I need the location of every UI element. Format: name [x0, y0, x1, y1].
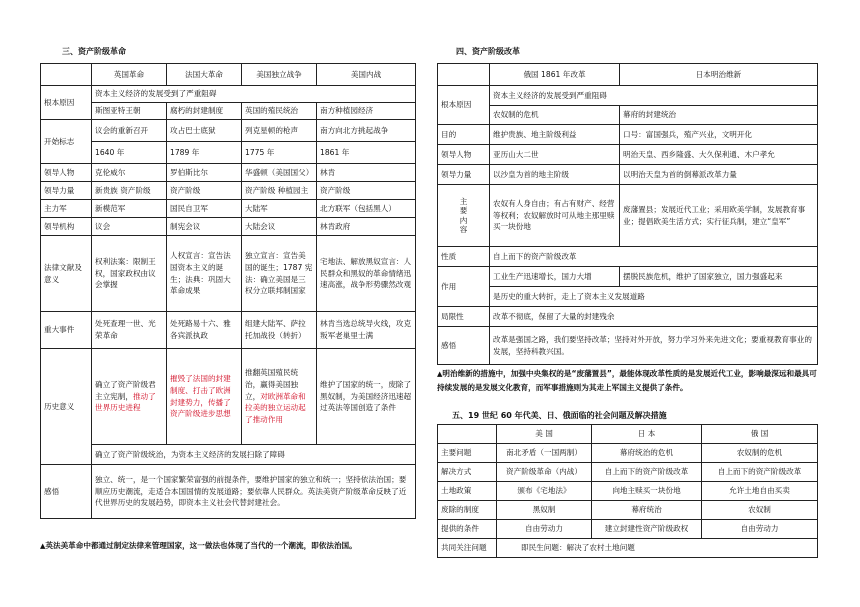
col-header: 日 本: [592, 425, 702, 444]
table-cell: 南方向北方挑起战争: [317, 120, 416, 142]
table-cell: 处死路易十六、雅各宾派执政: [167, 312, 242, 349]
table-cell: 资本主义经济的发展受到了严重阻碍: [92, 86, 416, 103]
table-cell: 是历史的重大转折，走上了资本主义发展道路: [490, 287, 818, 307]
table-cell: 允许土地自由买卖: [702, 482, 818, 501]
section-heading-social-problems: 五、19 世纪 60 年代美、日、俄面临的社会问题及解决措施: [452, 411, 667, 420]
corner-cell: [438, 64, 490, 86]
row-label: 性质: [438, 247, 490, 267]
row-label: 根本原因: [41, 86, 92, 120]
col-header: 英国革命: [92, 64, 167, 86]
table-cell: 1861 年: [317, 142, 416, 164]
row-label: 作用: [438, 267, 490, 307]
table-cell: 改革是强国之路，我们要坚持改革；坚持对外开放，努力学习外来先进文化；要重视教育事业的发展，坚持科教兴国。: [490, 327, 818, 365]
revolution-table: [40, 63, 416, 519]
table-cell: 颁布《宅地法》: [497, 482, 592, 501]
table-cell: 新贵族 资产阶级: [92, 182, 167, 200]
table-cell: 农奴制的危机: [490, 106, 620, 125]
table-cell: [92, 349, 167, 445]
table-cell: 1789 年: [167, 142, 242, 164]
row-label: 感悟: [41, 465, 92, 519]
table-cell: 自由劳动力: [497, 520, 592, 539]
table-cell: 1775 年: [242, 142, 317, 164]
col-header: 法国大革命: [167, 64, 242, 86]
highlight-text: 摧毁了法国的封建制度、打击了欧洲封建势力，传播了资产阶级进步思想: [170, 373, 231, 419]
table-cell: 大陆会议: [242, 218, 317, 236]
row-label: 重大事件: [41, 312, 92, 349]
section-heading-revolution: 三、资产阶级革命: [62, 47, 126, 56]
table-cell: 幕府统治: [592, 501, 702, 520]
row-label: 目的: [438, 125, 490, 145]
row-label: 领导力量: [41, 182, 92, 200]
table-cell: 资产阶级: [317, 182, 416, 200]
table-cell: 工业生产迅速增长，国力大增: [490, 267, 620, 287]
table-cell: 口号：富国强兵，殖产兴业，文明开化: [620, 125, 818, 145]
table-cell: 人权宣言：宣告法国资本主义的诞生；法典：巩固大革命成果: [167, 236, 242, 312]
col-header: 美国内战: [317, 64, 416, 86]
table-cell: 建立封建性资产阶级政权: [592, 520, 702, 539]
table-cell: 自上而下的资产阶级改革: [702, 463, 818, 482]
note-text: 英法美革命中都通过制定法律来管理国家，这一做法也体现了当代的一个潮流，即依法治国。: [45, 541, 357, 550]
cell-text: 推翻英国殖民统治，赢得美国独立，: [245, 368, 299, 401]
table-cell: 以明治天皇为首的倒幕派改革力量: [620, 165, 818, 185]
highlight-text: 推动了世界历史进程: [95, 391, 156, 413]
table-cell: 华盛顿（美国国父）: [242, 164, 317, 182]
row-label: 开始标志: [41, 120, 92, 164]
table-cell: 罗伯斯比尔: [167, 164, 242, 182]
row-label: 解决方式: [438, 463, 497, 482]
col-header: 俄 国: [702, 425, 818, 444]
vertical-label: 主要内容: [459, 196, 468, 234]
table-cell: 大陆军: [242, 200, 317, 218]
row-label: [438, 185, 490, 247]
table-cell: 林肯政府: [317, 218, 416, 236]
table-cell: 新模范军: [92, 200, 167, 218]
row-label: 土地政策: [438, 482, 497, 501]
table-cell: [167, 349, 242, 445]
table-cell: 克伦威尔: [92, 164, 167, 182]
table-cell: 林肯当选总统导火线，攻克叛军老巢里士满: [317, 312, 416, 349]
table-cell: 南北矛盾（一国两制）: [497, 444, 592, 463]
row-label: 局限性: [438, 307, 490, 327]
table-cell: 向地主赎买一块份地: [592, 482, 702, 501]
table-cell: 处死查理一世、光荣革命: [92, 312, 167, 349]
table-cell: 亚历山大二世: [490, 145, 620, 165]
row-label: 废除的制度: [438, 501, 497, 520]
table-cell: 资产阶级 种植园主: [242, 182, 317, 200]
table-cell: 权利法案：限制王权，国家政权由议会掌握: [92, 236, 167, 312]
header-row: [41, 64, 416, 86]
row-label: 法律文献及意义: [41, 236, 92, 312]
table-cell: 宅地法、解放黑奴宣言：人民群众和黑奴的革命情绪迅速高涨，战争形势骤然改观: [317, 236, 416, 312]
table-cell: 自由劳动力: [702, 520, 818, 539]
note-text: 明治维新的措施中，加强中央集权的是“废藩置县”，最能体现改革性质的是发展近代工业，影响最深远和最具可持续发展的是发展文化教育，而军事措施则为其走上军国主义提供了条件。: [437, 369, 817, 393]
table-cell: 1640 年: [92, 142, 167, 164]
table-cell: 自上而下的资产阶级改革: [592, 463, 702, 482]
table-cell: 独立、统一，是一个国家繁荣富强的前提条件，要维护国家的独立和统一；坚持依法治国；要顺应历史潮流，走适合本国国情的发展道路；要依靠人民群众。英法美资产阶级革命反映了近代世界历史的发展趋势，即资本主义社会代替封建社会。: [92, 465, 416, 519]
reform-table: [437, 63, 818, 365]
corner-cell: [438, 425, 497, 444]
table-cell: 即民生问题：解决了农村土地问题: [497, 539, 818, 558]
table-cell: 攻占巴士底狱: [167, 120, 242, 142]
row-label: 主要问题: [438, 444, 497, 463]
table-cell: 维护了国家的统一，废除了黑奴制，为美国经济迅速超过英法等国创造了条件: [317, 349, 416, 445]
table-cell: 农奴有人身自由；有占有财产、经营等权利；农奴解放时可从地主那里赎买一块份地: [490, 185, 620, 247]
row-label: 领导机构: [41, 218, 92, 236]
table-cell: 组建大陆军、萨拉托加战役（转折）: [242, 312, 317, 349]
col-header: 俄国 1861 年改革: [490, 64, 620, 86]
table-cell: 林肯: [317, 164, 416, 182]
table-cell: 黑奴制: [497, 501, 592, 520]
table-cell: 独立宣言：宣告美国的诞生；1787 宪法：确立美国是三权分立联邦制国家: [242, 236, 317, 312]
corner-cell: [41, 64, 92, 86]
table-cell: 资本主义经济的发展受到严重阻碍: [490, 86, 818, 106]
row-label: 主力军: [41, 200, 92, 218]
table-cell: 英国的殖民统治: [242, 103, 317, 120]
table-cell: 农奴制: [702, 501, 818, 520]
col-header: 美国独立战争: [242, 64, 317, 86]
section-heading-reform: 四、资产阶级改革: [456, 47, 520, 56]
table-cell: 制宪会议: [167, 218, 242, 236]
note-meiji: [437, 367, 822, 396]
row-label: 共同关注问题: [438, 539, 497, 558]
table-cell: 议会的重新召开: [92, 120, 167, 142]
table-cell: 腐朽的封建制度: [167, 103, 242, 120]
row-label: 领导人物: [438, 145, 490, 165]
table-cell: 列克星顿的枪声: [242, 120, 317, 142]
table-cell: 资产阶级革命（内战）: [497, 463, 592, 482]
table-cell: 确立了资产阶级统治，为资本主义经济的发展扫除了障碍: [92, 445, 416, 465]
table-cell: 幕府的封建统治: [620, 106, 818, 125]
row-label: 提供的条件: [438, 520, 497, 539]
table-cell: 维护贵族、地主阶级利益: [490, 125, 620, 145]
table-cell: 国民自卫军: [167, 200, 242, 218]
table-cell: 资产阶级: [167, 182, 242, 200]
table-cell: 议会: [92, 218, 167, 236]
table-cell: 废藩置县；发展近代工业；采用欧美学制，发展教育事业；提倡欧美生活方式；实行征兵制，建立“皇军”: [620, 185, 818, 247]
table-cell: 北方联军（包括黑人）: [317, 200, 416, 218]
note-rule-of-law: [40, 539, 420, 553]
row-label: 历史意义: [41, 349, 92, 465]
table-cell: 以沙皇为首的地主阶级: [490, 165, 620, 185]
triangle-icon: ▲: [437, 370, 443, 378]
row-label: 领导人物: [41, 164, 92, 182]
row-label: 根本原因: [438, 86, 490, 125]
col-header: 美 国: [497, 425, 592, 444]
social-problems-table: [437, 424, 818, 558]
triangle-icon: ▲: [40, 542, 46, 550]
highlight-text: 对欧洲革命和拉美的独立运动起了推动作用: [245, 391, 306, 425]
cell-text: 确立了资产阶级君主立宪制，: [95, 379, 156, 401]
col-header: 日本明治维新: [620, 64, 818, 86]
row-label: 领导力量: [438, 165, 490, 185]
row-label: 感悟: [438, 327, 490, 365]
table-cell: 改革不彻底，保留了大量的封建残余: [490, 307, 818, 327]
table-cell: 斯图亚特王朝: [92, 103, 167, 120]
table-cell: 自上而下的资产阶级改革: [490, 247, 818, 267]
table-cell: 摆脱民族危机，维护了国家独立，国力强盛起来: [620, 267, 818, 287]
table-cell: 南方种植园经济: [317, 103, 416, 120]
table-cell: 农奴制的危机: [702, 444, 818, 463]
table-cell: 明治天皇、西乡隆盛、大久保利通、木户孝允: [620, 145, 818, 165]
table-cell: 幕府统治的危机: [592, 444, 702, 463]
table-cell: [242, 349, 317, 445]
